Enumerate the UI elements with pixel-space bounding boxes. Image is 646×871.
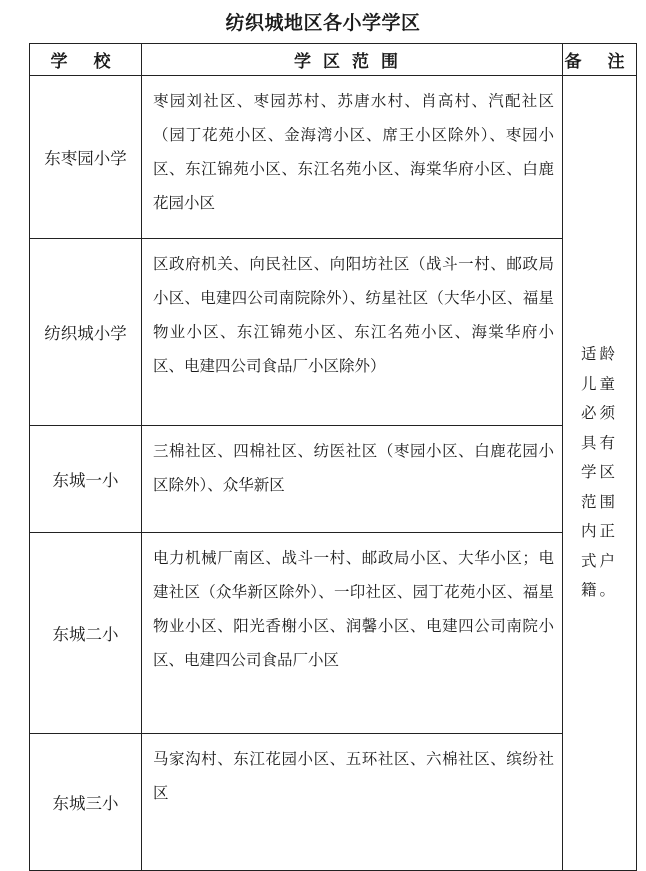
header-range: 学区范围 <box>142 44 563 76</box>
district-range: 枣园刘社区、枣园苏村、苏唐水村、肖高村、汽配社区（园丁花苑小区、金海湾小区、席王小区除外）、枣园小区、东江锦苑小区、东江名苑小区、海棠华府小区、白鹿花园小区 <box>142 76 563 239</box>
table-row <box>30 533 637 734</box>
district-range: 三棉社区、四棉社区、纺医社区（枣园小区、白鹿花园小区除外）、众华新区 <box>142 426 563 533</box>
table-row <box>30 239 637 426</box>
table-row <box>30 734 637 871</box>
school-name: 东枣园小学 <box>30 76 142 239</box>
header-school: 学 校 <box>30 44 142 76</box>
remark-cell: 适龄儿童必须具有学区范围内正式户籍。 <box>563 76 637 871</box>
table-row <box>30 76 637 239</box>
header-remark: 备 注 <box>563 44 637 76</box>
district-range: 电力机械厂南区、战斗一村、邮政局小区、大华小区；电建社区（众华新区除外）、一印社区、园丁花苑小区、福星物业小区、阳光香榭小区、润馨小区、电建四公司南院小区、电建四公司食品厂小区 <box>142 533 563 734</box>
district-range: 马家沟村、东江花园小区、五环社区、六棉社区、缤纷社区 <box>142 734 563 871</box>
school-district-table <box>29 43 637 871</box>
school-name: 纺织城小学 <box>30 239 142 426</box>
school-name: 东城三小 <box>30 734 142 871</box>
table-row <box>30 426 637 533</box>
page-title: 纺织城地区各小学学区 <box>225 12 421 34</box>
school-name: 东城一小 <box>30 426 142 533</box>
table-header-row <box>30 44 637 76</box>
school-name: 东城二小 <box>30 533 142 734</box>
district-range: 区政府机关、向民社区、向阳坊社区（战斗一村、邮政局小区、电建四公司南院除外）、纺星社区（大华小区、福星物业小区、东江锦苑小区、东江名苑小区、海棠华府小区、电建四公司食品厂小区除外） <box>142 239 563 426</box>
